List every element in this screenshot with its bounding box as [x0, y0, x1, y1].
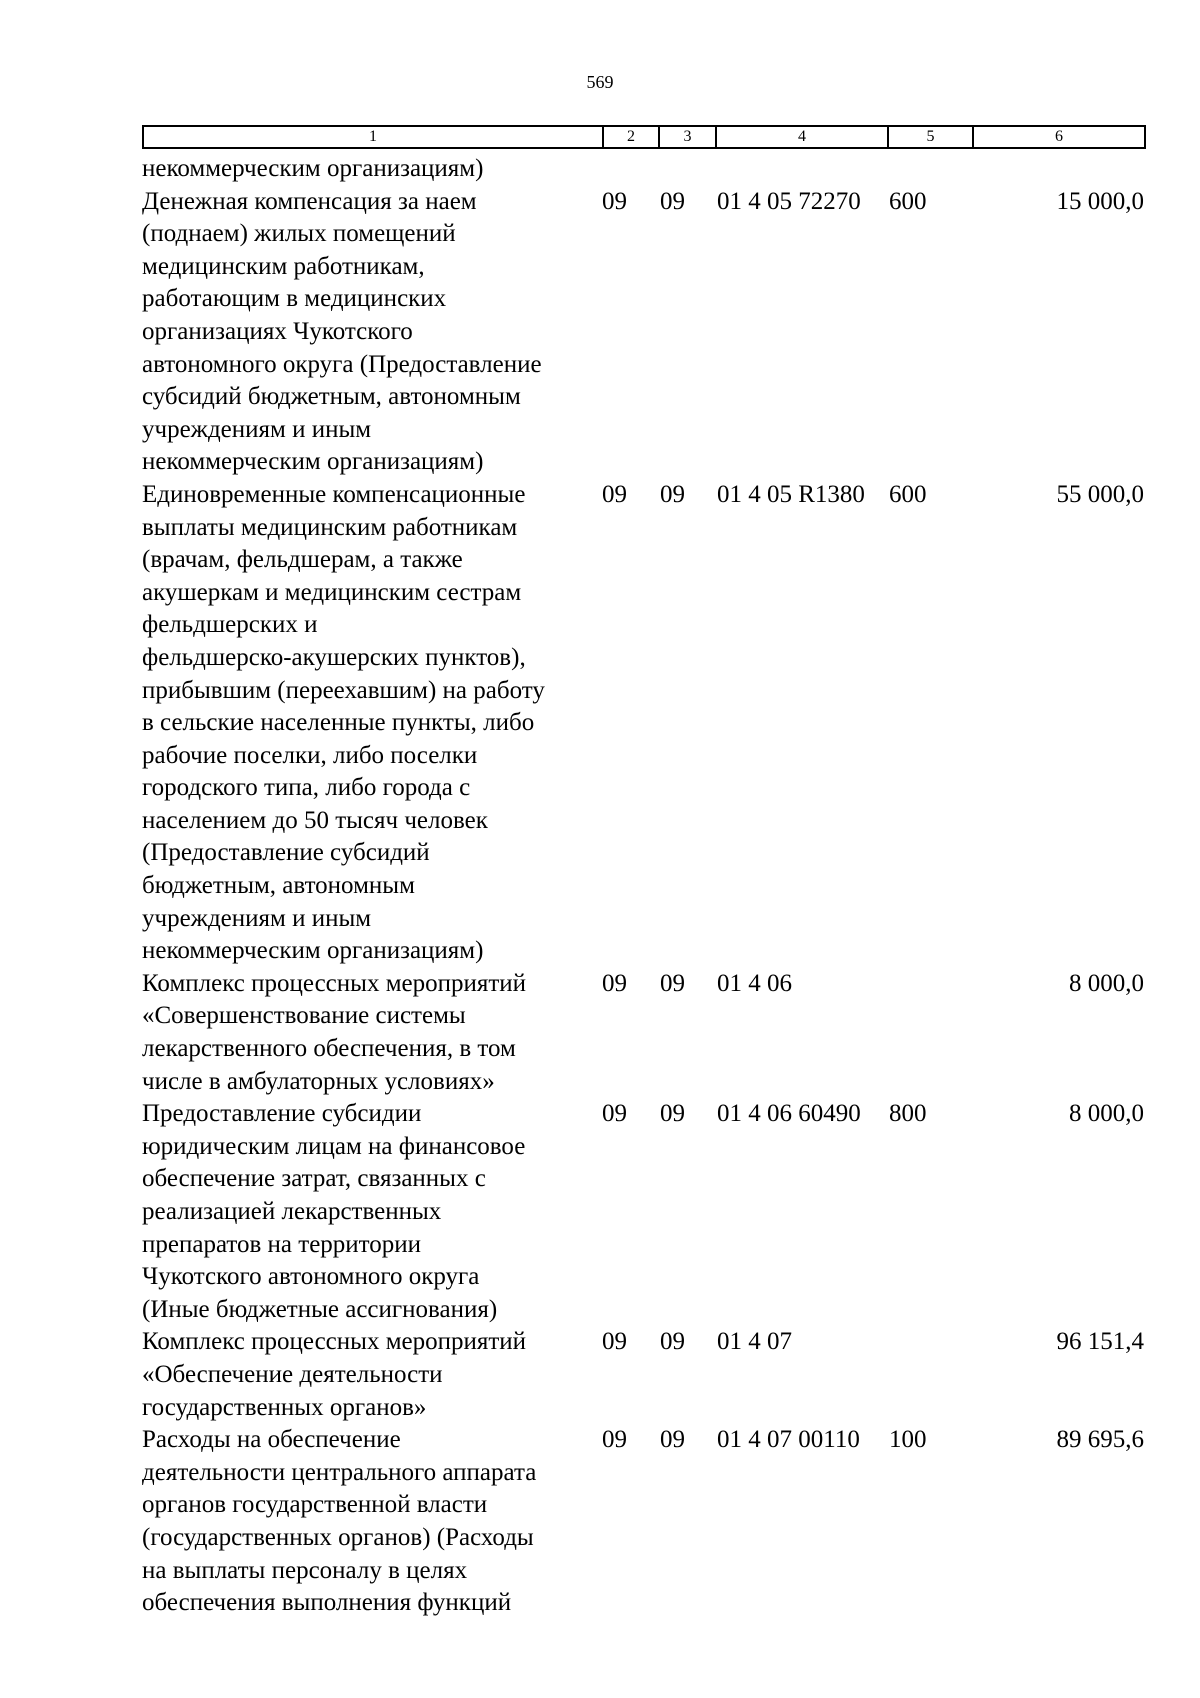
description-line: «Обеспечение деятельности [142, 1360, 443, 1388]
description-line: прибывшим (переехавшим) на работу [142, 676, 545, 704]
row-target-article: 01 4 07 00110 [717, 1426, 860, 1454]
description-line: некоммерческим организациям) [142, 448, 484, 476]
description-line: (врачам, фельдшерам, а также [142, 546, 463, 574]
row-target-article: 01 4 06 [717, 969, 792, 997]
table-row [142, 153, 1144, 186]
description-line: некоммерческим организациям) [142, 155, 484, 182]
description-line: на выплаты персоналу в целях [142, 1556, 468, 1584]
description-line: «Совершенствование системы [142, 1002, 466, 1030]
description-line: деятельности центрального аппарата [142, 1458, 537, 1486]
table-row [142, 186, 1144, 479]
row-description [142, 1098, 602, 1326]
row-amount: 8 000,0 [1069, 1100, 1144, 1128]
description-line: некоммерческим организациям) [142, 937, 484, 965]
row-amount: 55 000,0 [1056, 480, 1144, 508]
description-line: фельдшерских и [142, 611, 318, 639]
description-line: в сельские населенные пункты, либо [142, 709, 535, 737]
row-subsection-code: 09 [660, 187, 685, 215]
description-line: препаратов на территории [142, 1230, 422, 1258]
page-number: 569 [586, 72, 614, 92]
row-section-code: 09 [602, 969, 627, 997]
table-row [142, 1424, 1144, 1620]
description-line: обеспечение затрат, связанных с [142, 1165, 486, 1193]
row-section-code: 09 [602, 1426, 627, 1454]
description-line: субсидий бюджетным, автономным [142, 383, 521, 411]
description-line: (Предоставление субсидий [142, 839, 430, 867]
description-line: бюджетным, автономным [142, 872, 415, 900]
description-line: реализацией лекарственных [142, 1198, 442, 1225]
description-line: городского типа, либо города с [142, 774, 471, 802]
header-col-2: 2 [603, 126, 659, 148]
row-description [142, 479, 602, 968]
row-subsection-code: 09 [660, 1100, 685, 1128]
table-row [142, 1326, 1144, 1424]
row-amount: 15 000,0 [1056, 187, 1144, 215]
description-line: работающим в медицинских [142, 285, 447, 313]
row-expense-type: 600 [889, 480, 927, 508]
table-row [142, 968, 1144, 1098]
description-line: числе в амбулаторных условиях» [142, 1067, 495, 1095]
table-body [142, 153, 1144, 1620]
row-target-article: 01 4 07 [717, 1328, 792, 1356]
row-description [142, 186, 602, 479]
header-col-4: 4 [716, 126, 888, 148]
table-row [142, 479, 1144, 968]
description-line: Чукотского автономного округа [142, 1263, 480, 1291]
description-line: Расходы на обеспечение [142, 1426, 401, 1454]
description-line: лекарственного обеспечения, в том [142, 1035, 516, 1063]
table-header [142, 125, 1146, 149]
description-line: Предоставление субсидии [142, 1100, 422, 1128]
row-section-code: 09 [602, 1328, 627, 1356]
description-line: Единовременные компенсационные [142, 480, 526, 508]
description-line: автономного округа (Предоставление [142, 350, 542, 378]
header-col-3: 3 [659, 126, 716, 148]
row-amount: 96 151,4 [1056, 1328, 1144, 1356]
row-description [142, 1326, 602, 1424]
description-line: выплаты медицинским работникам [142, 513, 518, 541]
description-line: организациях Чукотского [142, 317, 413, 345]
row-amount: 89 695,6 [1056, 1426, 1144, 1454]
description-line: обеспечения выполнения функций [142, 1589, 512, 1617]
description-line: медицинским работникам, [142, 252, 425, 280]
description-line: учреждениям и иным [142, 904, 372, 932]
header-col-5: 5 [888, 126, 973, 148]
description-line: (государственных органов) (Расходы [142, 1523, 534, 1551]
table-row [142, 1098, 1144, 1326]
row-description [142, 153, 602, 186]
row-description [142, 968, 602, 1098]
row-target-article: 01 4 05 R1380 [717, 480, 865, 508]
row-subsection-code: 09 [660, 480, 685, 508]
row-subsection-code: 09 [660, 969, 685, 997]
description-line: фельдшерско-акушерских пунктов), [142, 643, 526, 671]
header-col-6: 6 [973, 126, 1145, 148]
row-subsection-code: 09 [660, 1426, 685, 1454]
row-expense-type: 800 [889, 1100, 927, 1128]
description-line: Денежная компенсация за наем [142, 187, 477, 215]
description-line: (Иные бюджетные ассигнования) [142, 1295, 498, 1323]
row-section-code: 09 [602, 480, 627, 508]
description-line: (поднаем) жилых помещений [142, 220, 456, 248]
header-col-1: 1 [143, 126, 603, 148]
row-section-code: 09 [602, 1100, 627, 1128]
description-line: акушеркам и медицинским сестрам [142, 578, 522, 606]
row-amount: 8 000,0 [1069, 969, 1144, 997]
row-target-article: 01 4 05 72270 [717, 187, 861, 215]
description-line: учреждениям и иным [142, 415, 372, 443]
row-expense-type: 600 [889, 187, 927, 215]
row-section-code: 09 [602, 187, 627, 215]
description-line: государственных органов» [142, 1393, 427, 1421]
description-line: юридическим лицам на финансовое [142, 1132, 526, 1160]
row-subsection-code: 09 [660, 1328, 685, 1356]
description-line: рабочие поселки, либо поселки [142, 741, 478, 769]
description-line: населением до 50 тысяч человек [142, 806, 488, 834]
row-description [142, 1424, 602, 1620]
row-target-article: 01 4 06 60490 [717, 1100, 861, 1128]
description-line: Комплекс процессных мероприятий [142, 1328, 527, 1356]
description-line: Комплекс процессных мероприятий [142, 969, 527, 997]
description-line: органов государственной власти [142, 1491, 488, 1519]
row-expense-type: 100 [889, 1426, 927, 1454]
